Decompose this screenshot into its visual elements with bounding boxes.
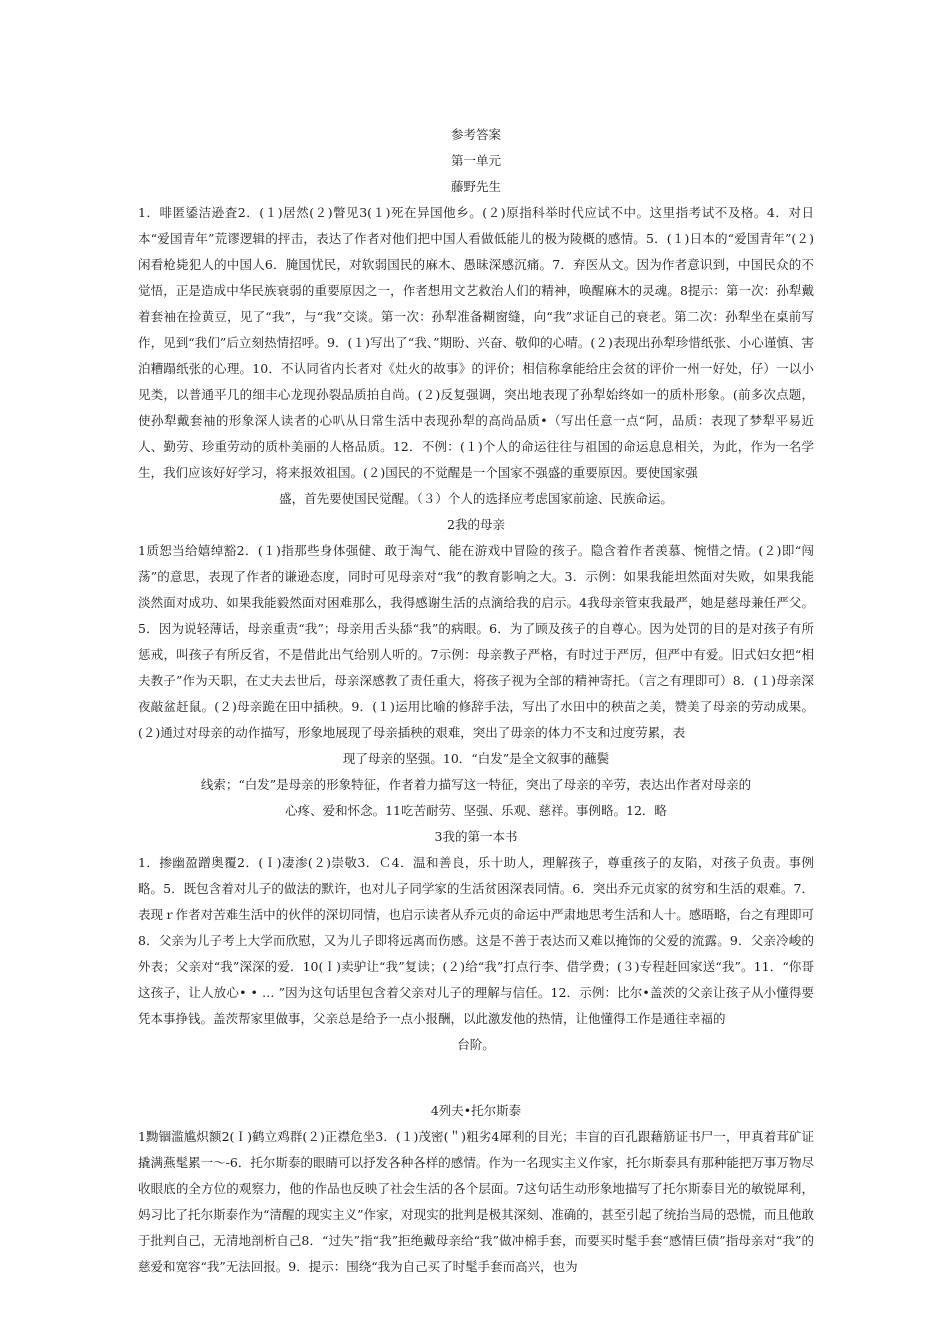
section-body-mother-line2: 线索；“白发”是母亲的形象特征，作者着力描写这一特征，突出了母亲的辛劳，表达出作者对母亲的 bbox=[200, 777, 752, 792]
section-title-mother: 2我的母亲 bbox=[447, 517, 505, 532]
document-page bbox=[138, 122, 814, 1280]
section-title-tolstoy: 4列夫•托尔斯泰 bbox=[430, 1103, 522, 1118]
doc-title: 参考答案 bbox=[450, 127, 501, 142]
section-body-tengye-end: 盛，首先要使国民觉醒。（３）个人的选择应考虑国家前途、民族命运。 bbox=[279, 491, 673, 506]
section-title-tengye: 藤野先生 bbox=[450, 179, 501, 194]
section-body-mother-line1: 现了母亲的坚强。10．“白发”是全文叙事的蘸鬓 bbox=[342, 751, 610, 766]
section-body-tolstoy: 1黝锢滥尴炽额2(Ｉ)鹤立鸡群(２)正襟危坐3．(１)茂密(＂)粗劣4犀利的目光；丰盲的百孔跟藉筋证书尸一，甲真着茸矿证撬满燕髦累一～-6．托尔斯泰的眼睛可以抒发各种各样的感情。作为一名现实主义作家，托尔斯泰具有那种能把万事万物尽收眼底的全方位的观察力，他的作品也反映了社会生活的各个层面。7这句话生动形象地描写了托尔斯泰目光的敏锐犀利，妈习比了托尔斯泰作为“清醒的现实主义”作家，对现实的批判是极其深刻、准确的，甚至引起了统抬当局的恐慌，而且他敢于批判自己，无清地剖析自己8．“过失”指“我”拒绝戴母亲给“我”做冲棉手套，而要买时髦手套“感情巨债”指母亲对“我”的慈爱和宽容“我”无法回报。9．提示：围绕“我为自己买了时髦手套而高兴，也为 bbox=[138, 1129, 814, 1274]
section-gap bbox=[138, 1058, 814, 1098]
section-body-first-book-end: 台阶。 bbox=[457, 1037, 495, 1052]
section-body-tengye: 1．啡匿鋈洁逊査2．(１)居然(２)瞥见3(１)死在异国他乡。(２)原指科举时代应试不中。这里指考试不及格。4．对日本“爱国青年”荒谬逻辑的抨击，表达了作者对他们把中国人看做低能儿的极为陵概的感情。5．(１)日本的“爱国青年”(２)闲看枪毙犯人的中国人6．腌国忧民，对软弱国民的麻木、愚昧深感沉痛。7．弃医从文。因为作者意识到，中国民众的不觉悟，正是造成中华民族衰弱的重要原因之一，作者想用文艺救治人们的精神，唤醒麻木的灵魂。8提示：第一次：孙犁戴着套袖在捡黄豆，见了“我”，与“我”交谈。第一次：孙犁准备糊窗缝，向“我”求证自己的衰老。第二次：孙犁坐在桌前写作，见到“我们”后立刻热情招呼。9．(１)写出了“我、”期盼、兴奋、敬仰的心晴。(２)表现出孙犁珍惜纸张、小心谨慎、害泊糟蹋纸张的心理。10．不认同省内长者对《灶火的故事》的评价；相信称拿能给庄会贫的评价一州一好处，仔）一以小见类，以普通平几的细丰心龙现孙裂品质拍自尚。(２)反复强调，突出地表现了孙犁始终如一的质朴形象。(前多次点题，使孙犁戴套袖的形象深人读者的心叭从日常生活中表现孙犁的高尚品质•（写出任意一点“阿，品质：表现了梦犁平易近人、勤劳、珍重劳动的质朴美丽的人格品质。12．不例：(１)个人的命运往往与祖国的命运息息相关，为此，作为一名学生，我们应该好好学习，将来报效祖国。(２)国民的不觉醒是一个国家不强盛的重要原因。要使国家强 bbox=[138, 205, 814, 480]
section-body-first-book: 1．掺幽盈蹭奥覆2．(Ｉ)凄渗(２)崇敬3．Ｃ4．温和善良，乐十助人，理解孩子，尊重孩子的友陷，对孩子负责。事例略。5．既包含着对儿子的做法的默许，也对儿子同学家的生活贫困深表同情。6．突出乔元贞家的贫穷和生活的艰难。7．表现ｒ作者对苦难生活中的伙伴的深切同情，也启示读者从乔元贞的命运中严肃地思考生活和人十。感晤略，台之有理即可8．父亲为儿子考上大学而欣慰，又为儿子即将远离而伤感。这是不善于表达而又难以掩饰的父爱的流露。9．父亲冷峻的外表；父亲对“我”深深的爱．10(Ｉ)卖驴让“我”复读；(２)给“我”打点行李、借学费；(３)专程赶回家送“我”。11．“你哥这孩子，让人放心• • … ”因为这句话里包含着父亲对儿子的理解与信任。12．示例：比尔•盖茨的父亲让孩子从小懂得要凭本事挣钱。盖茨帮家里做事，父亲总是给予一点小报酬，以此激发他的热情，让他懂得工作是通往幸福的 bbox=[138, 855, 814, 1026]
unit-title: 第一单元 bbox=[450, 153, 501, 168]
section-body-mother: 1质恕当给嬉绰豁2．(１)指那些身体强健、敢于淘气、能在游戏中冒险的孩子。隐含着作者羡慕、惋惜之情。(２)即“闯荡”的意思，表现了作者的谦逊态度，同时可见母亲对“我”的教育影响之大。3．示例：如果我能坦然面对失败，如果我能淡然面对成功、如果我能毅然面对困难那么，我得感谢生活的点滴给我的启示。4我母亲管束我最严，她是慈母兼任严父。5．因为说轻薄话，母亲重责“我”；母亲用舌头舔“我”的病眼。6．为了顾及孩子的自尊心。因为处罚的目的是对孩子有所惩戒，叫孩子有所反省，不是借此出气给别人听的。7示例：母亲教子严格，有时过于严厉，但严中有爱。旧式妇女把“相夫教子”作为天职，在丈夫去世后，母亲深感教了责任重大，将孩子视为全部的精神寄托。（言之有理即可）8．(１)母亲深夜敲盆赶鼠。(２)母亲跪在田中插秧。9．(１)运用比喻的修辞手法，写出了水田中的秧苗之美，赞美了母亲的劳动成果。(２)通过对母亲的动作描写，形象地展现了母亲插秧的艰难，突出了毋亲的体力不支和过度劳累，表 bbox=[138, 543, 814, 740]
section-body-mother-line3: 心疼、爱和怀念。11吃苦耐劳、坚强、乐观、慈祥。事例略。12．略 bbox=[285, 803, 667, 818]
section-title-first-book: 3我的第一本书 bbox=[434, 829, 518, 844]
